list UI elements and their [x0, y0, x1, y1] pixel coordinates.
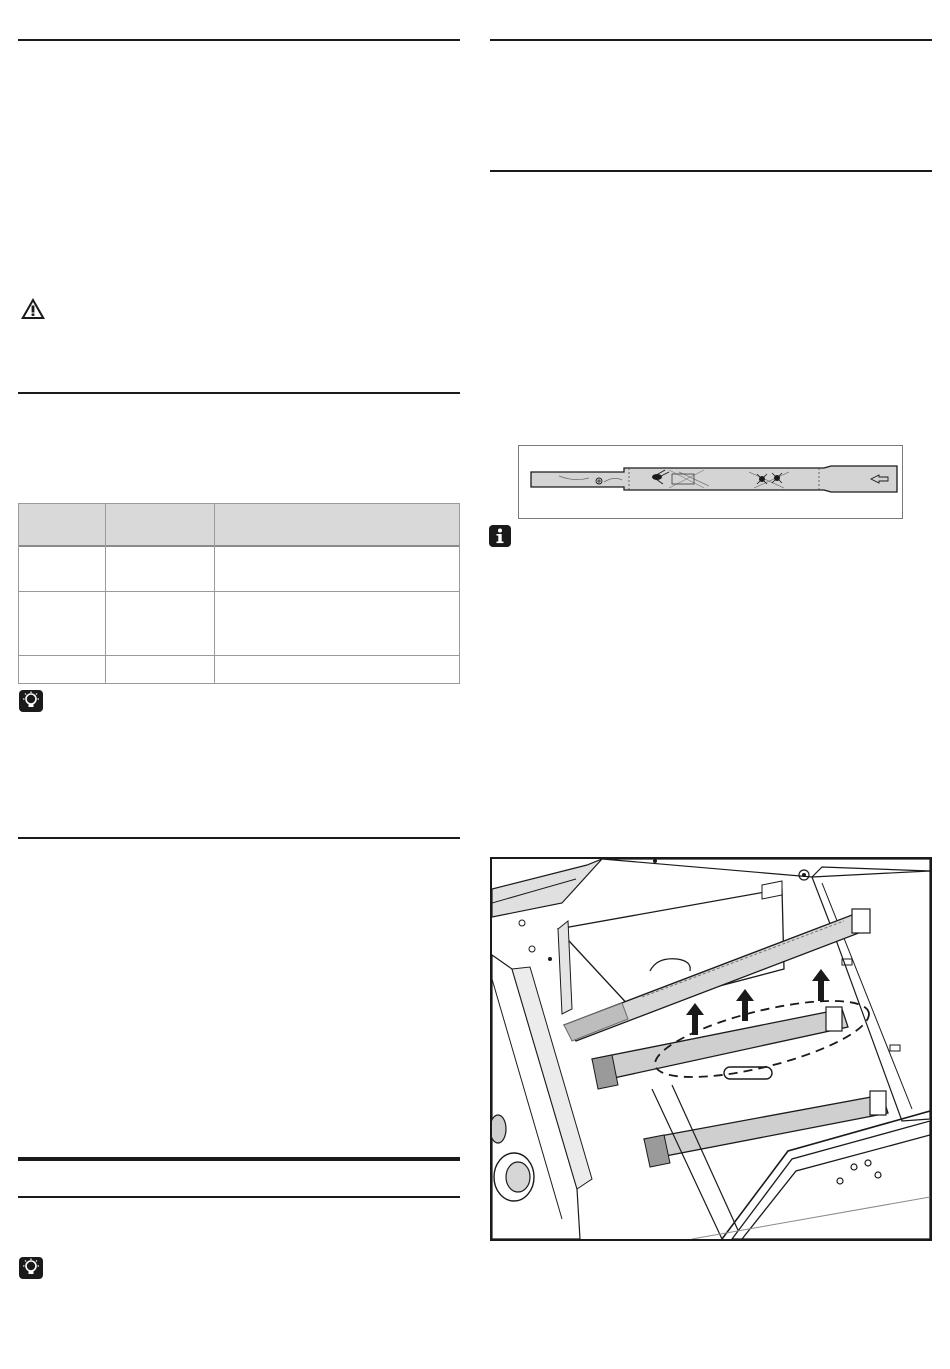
section-rule-2 — [18, 392, 460, 394]
burner-removal-illustration — [490, 857, 932, 1241]
grill-burner-drawing — [492, 859, 930, 1239]
chapter-rule — [18, 1157, 460, 1161]
lightbulb-icon — [19, 690, 43, 712]
table-header-row — [19, 504, 459, 547]
table-column-divider — [214, 504, 215, 683]
burner-tube-drawing — [519, 446, 902, 518]
table-row-divider — [19, 591, 459, 592]
warning-triangle-icon — [20, 297, 46, 320]
section-rule-4 — [18, 1196, 460, 1198]
lightbulb-icon — [19, 1257, 43, 1279]
section-rule-6 — [490, 170, 932, 172]
section-rule-5 — [490, 39, 932, 41]
data-table — [18, 503, 460, 684]
table-column-divider — [105, 504, 106, 683]
section-rule-1 — [18, 39, 460, 41]
burner-tube-figure — [518, 445, 903, 519]
info-icon — [489, 525, 511, 547]
section-rule-3 — [18, 837, 460, 839]
table-row-divider — [19, 655, 459, 656]
